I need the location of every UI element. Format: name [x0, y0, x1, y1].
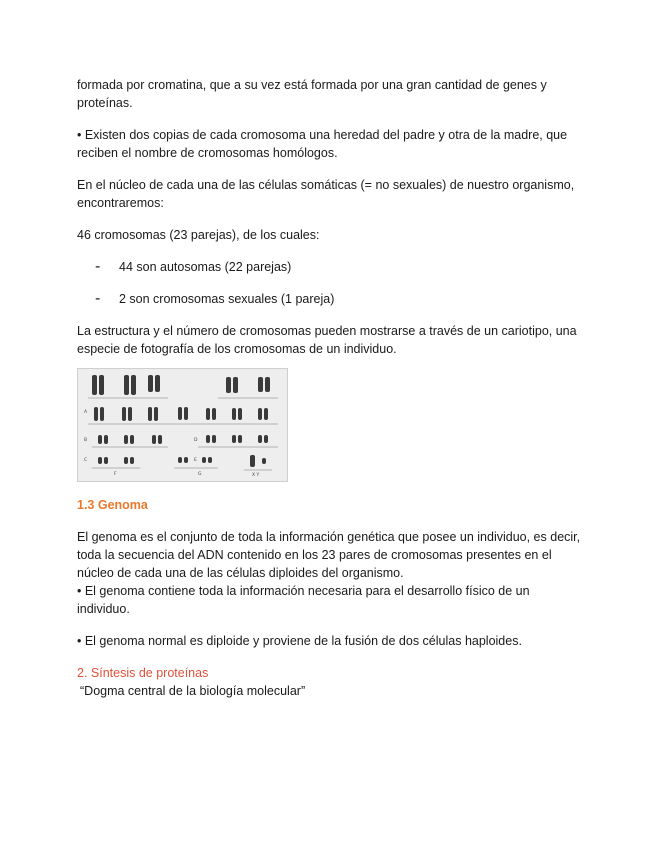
paragraph-nucleo: En el núcleo de cada una de las células somáticas (= no sexuales) de nuestro organismo, encontraremos: — [77, 178, 575, 210]
row-letter-b: B — [84, 438, 88, 443]
list-item — [95, 290, 582, 308]
paragraph-46-cromosomas: 46 cromosomas (23 parejas), de los cuales: — [77, 228, 320, 242]
list-item — [95, 258, 582, 276]
row-letter-g: G — [198, 472, 202, 477]
subtitle-dogma: “Dogma central de la biología molecular” — [80, 684, 306, 698]
heading-sintesis: 2. Síntesis de proteínas — [77, 666, 209, 680]
row-letter-c: C — [84, 458, 88, 463]
genoma-informacion-text: • El genoma contiene toda la información necesaria para el desarrollo físico de un individuo. — [77, 584, 530, 616]
genoma-definicion-text: El genoma es el conjunto de toda la información genética que posee un individuo, es decir, toda la secuencia del ADN contenido en los 23 pares de cromosomas presentes en el núcleo de cada una de las células diploides del organismo. — [77, 530, 581, 580]
document-page — [77, 76, 582, 700]
paragraph-copias: • Existen dos copias de cada cromosoma una heredad del padre y otra de la madre, que reciben el nombre de cromosomas homólogos. — [77, 128, 568, 160]
karyotype-illustration — [78, 369, 287, 481]
paragraph-cromatina: formada por cromatina, que a su vez está formada por una gran cantidad de genes y proteínas. — [77, 78, 547, 110]
row-letter-e: E — [194, 458, 197, 463]
heading-genoma: 1.3 Genoma — [77, 498, 148, 512]
row-letter-a: A — [84, 410, 88, 415]
list-dash: - — [95, 290, 101, 307]
list-dash: - — [95, 258, 101, 275]
list-item-text: 2 son cromosomas sexuales (1 pareja) — [119, 292, 335, 306]
paragraph-genoma-diploide: • El genoma normal es diploide y proviene de la fusión de dos células haploides. — [77, 634, 522, 648]
row-letter-f: F — [114, 472, 117, 477]
paragraph-genoma-definicion — [77, 528, 582, 618]
list-item-text: 44 son autosomas (22 parejas) — [119, 260, 292, 274]
row-letter-d: D — [194, 438, 198, 443]
karyotype-image — [77, 368, 288, 482]
paragraph-cariotipo: La estructura y el número de cromosomas pueden mostrarse a través de un cariotipo, una especie de fotografía de los cromosomas de un individuo. — [77, 324, 577, 356]
row-letter-xy: X Y — [252, 473, 260, 478]
